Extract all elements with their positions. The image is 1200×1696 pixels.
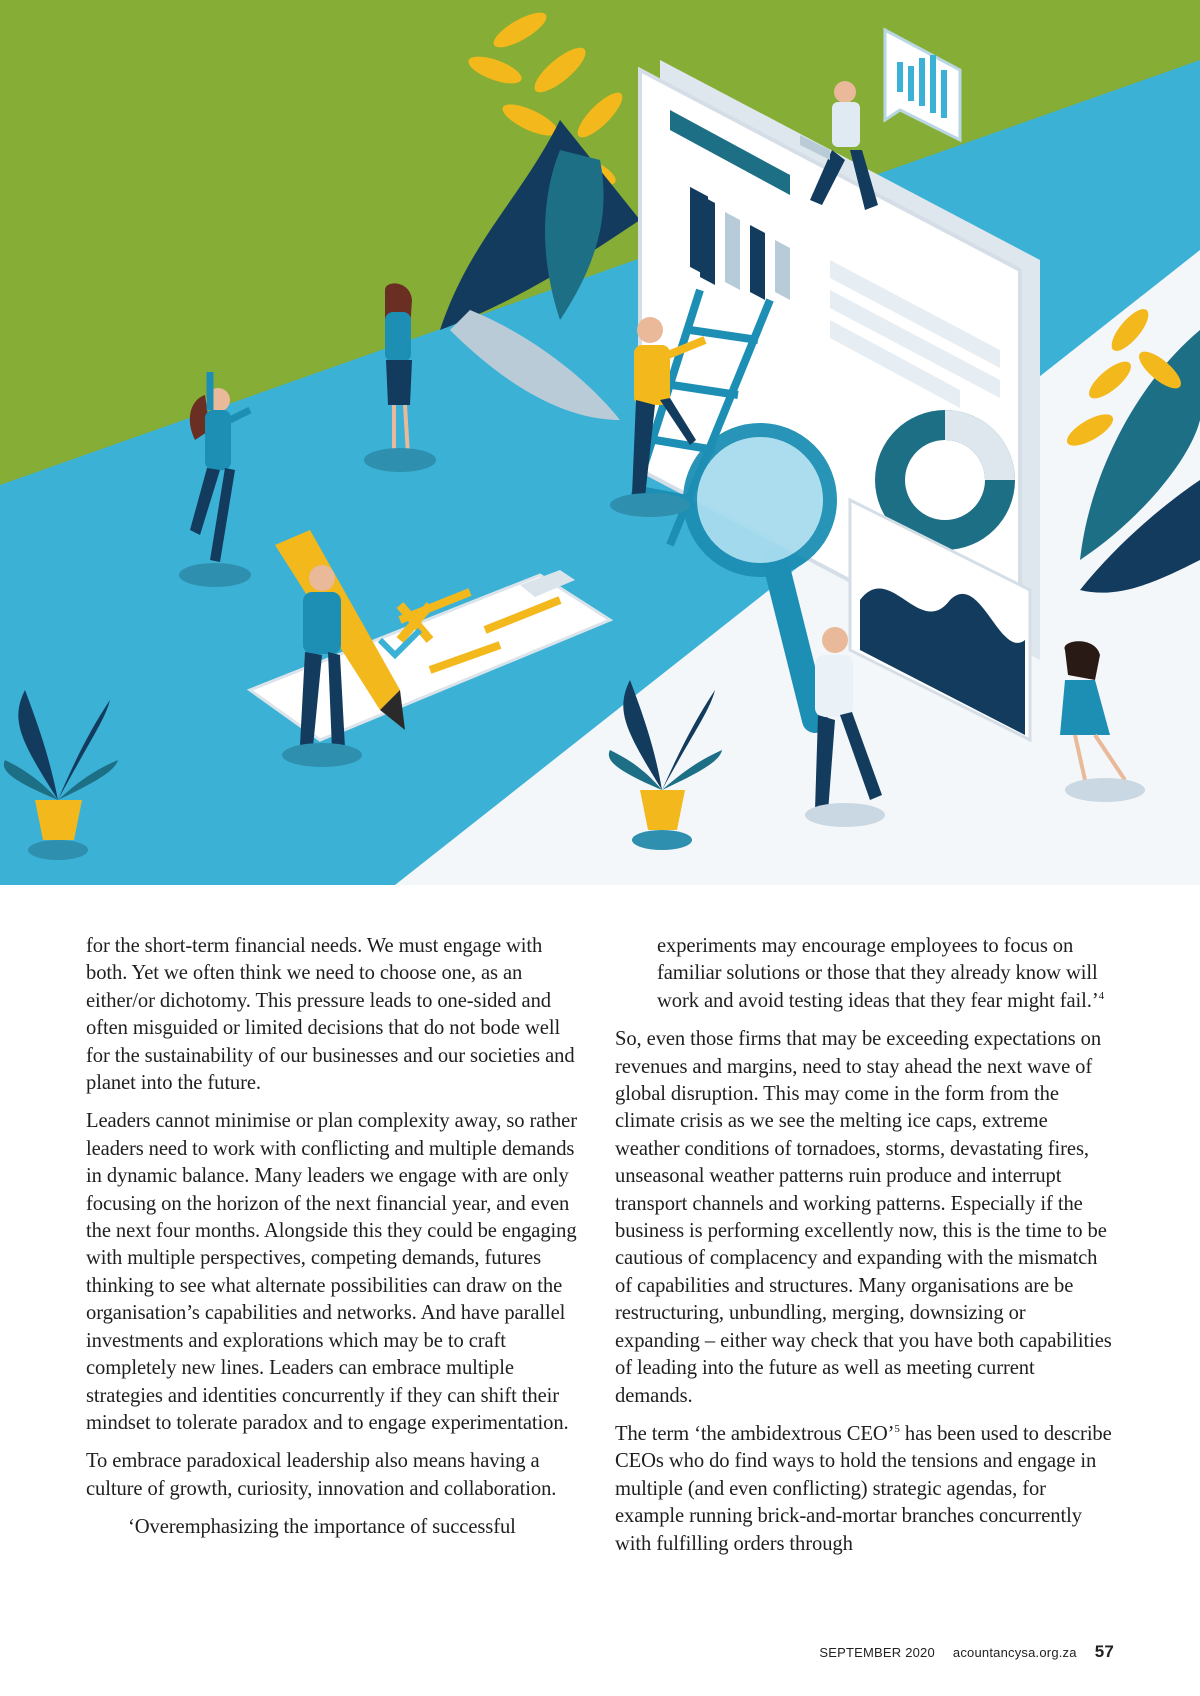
paragraph xyxy=(615,1421,1115,1558)
quote-continuation xyxy=(615,933,1115,1015)
page-footer xyxy=(819,1642,1114,1662)
footnote-ref: 4 xyxy=(1098,989,1105,1002)
quote-text: experiments may encourage employees to focus on familiar solutions or those that they already know will work and avoid testing ideas that they fear might fail.’ xyxy=(657,935,1099,1012)
website: acountancysa.org.za xyxy=(952,1645,1077,1660)
quote-paragraph: ‘Overemphasizing the importance of successful xyxy=(128,1516,516,1539)
page-number: 57 xyxy=(1094,1642,1114,1661)
paragraph: To embrace paradoxical leadership also means having a culture of growth, curiosity, innovation and collaboration. xyxy=(86,1450,557,1500)
article-left-column xyxy=(86,933,586,1553)
issue-date: SEPTEMBER 2020 xyxy=(819,1645,935,1660)
paragraph-text: The term ‘the ambidextrous CEO’ xyxy=(615,1422,895,1445)
paragraph-text: has been used to describe CEOs who do find ways to hold the tensions and engage in multiple (and even conflicting) strategic agendas, for example running brick-and-mortar branches concurrently with fulfilling orders through xyxy=(615,1422,1112,1555)
paragraph: So, even those firms that may be exceeding expectations on revenues and margins, need to stay ahead the next wave of global disruption. This may come in the form from the climate crisis as we see the melting ice caps, extreme weather conditions of tornadoes, storms, devastating fires, unseasonal weather patterns ruin produce and interrupt transport channels and working patterns. Especially if the business is performing excellently now, this is the time to be cautious of complacency and expanding with the mismatch of capabilities and structures. Many organisations are be restructuring, unbundling, merging, downsizing or expanding – either way check that you have both capabilities of leading into the future as well as meeting current demands. xyxy=(615,1028,1112,1407)
article-right-column xyxy=(615,933,1115,1569)
paragraph: Leaders cannot minimise or plan complexity away, so rather leaders need to work with conflicting and multiple demands in dynamic balance. Many leaders we engage with are only focusing on the horizon of the next financial year, and even the next four months. Alongside this they could be engaging with multiple perspectives, competing demands, futures thinking to see what alternate possibilities can draw on the organisation’s capabilities and networks. And have parallel investments and explorations which may be to craft completely new lines. Leaders can embrace multiple strategies and identities concurrently if they can shift their mindset to tolerate paradox and to engage experimentation. xyxy=(86,1110,577,1434)
paragraph: for the short-term financial needs. We must engage with both. Yet we often think we need to choose one, as an either/or dichotomy. This pressure leads to one-sided and often misguided or limited decisions that do not bode well for the sustainability of our businesses and our societies and planet into the future. xyxy=(86,935,575,1095)
footnote-ref: 5 xyxy=(894,1423,900,1436)
